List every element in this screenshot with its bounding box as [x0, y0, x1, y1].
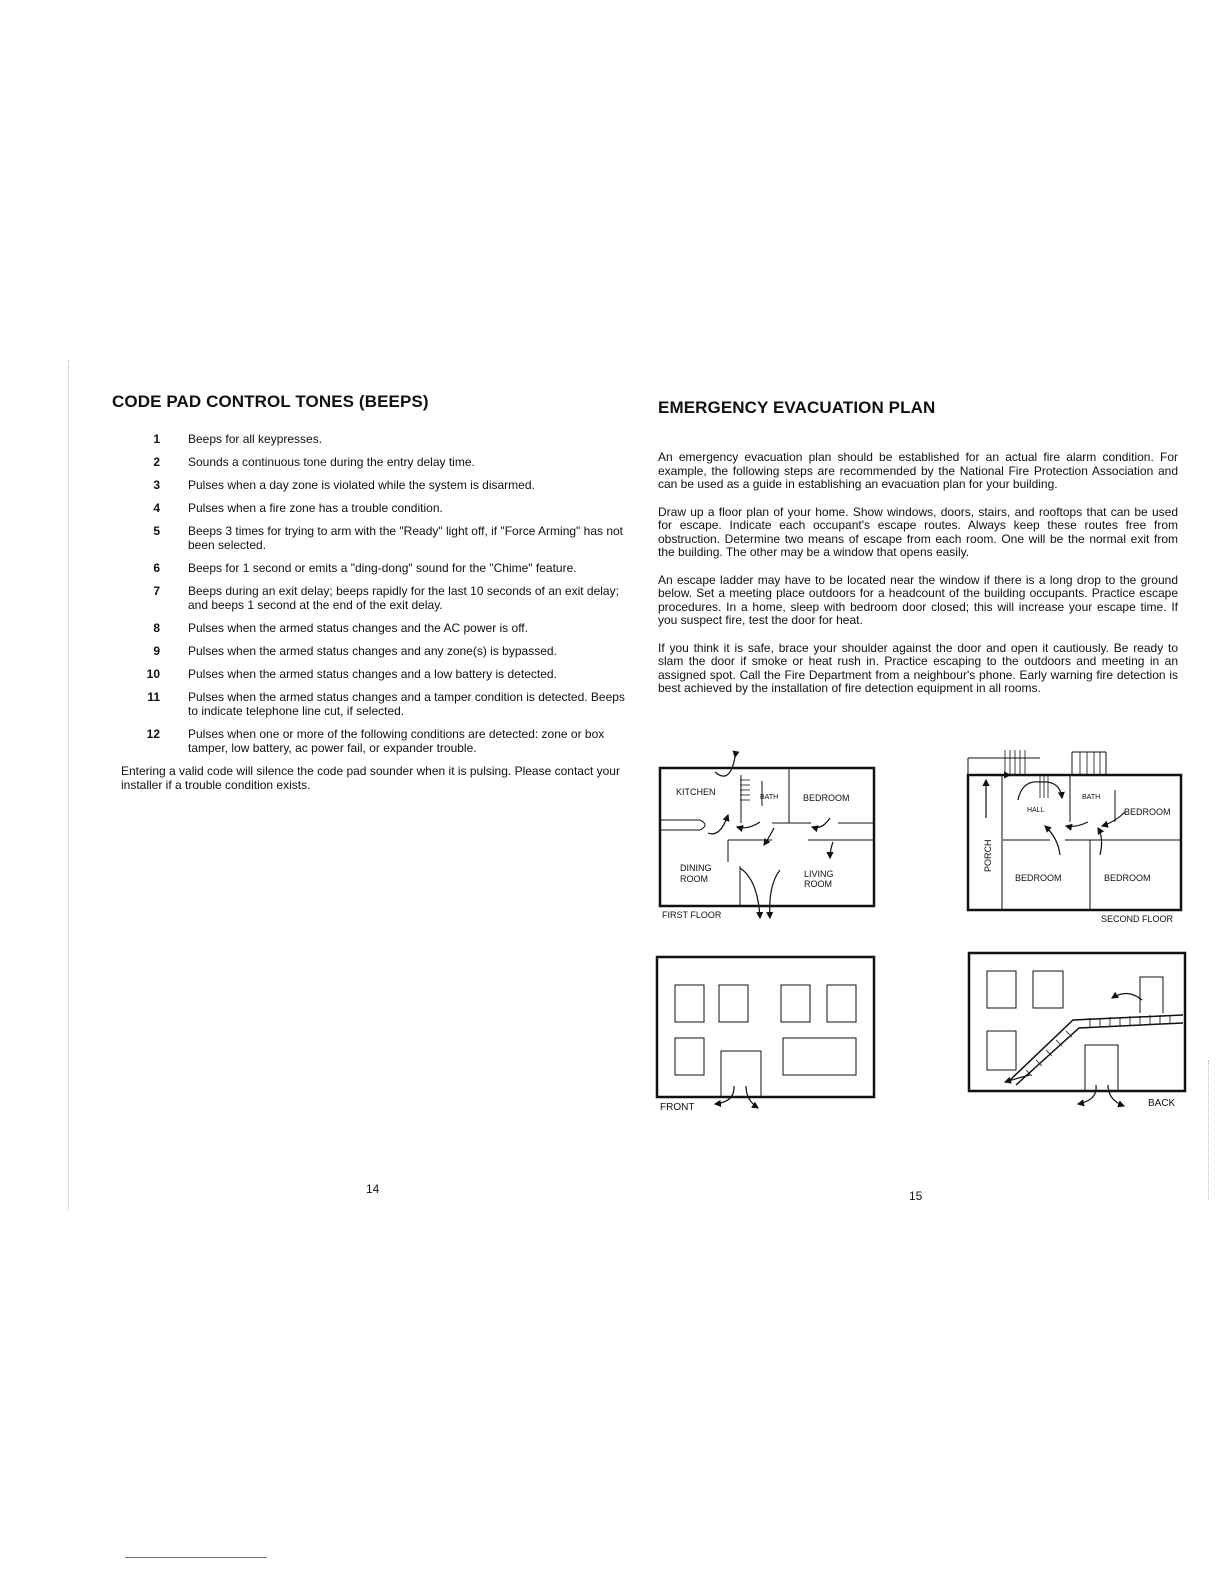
- tone-text: Pulses when a day zone is violated while the system is disarmed.: [188, 478, 535, 492]
- tone-number: 4: [153, 501, 160, 515]
- tone-number: 12: [146, 727, 160, 741]
- paragraph: An emergency evacuation plan should be established for an actual fire alarm condition. For example, the following steps are recommended by the National Fire Protection Association and can be used as a guide in establishing an evacuation plan for your building.: [658, 450, 1178, 491]
- tone-text: Beeps for 1 second or emits a "ding-dong" sound for the "Chime" feature.: [188, 561, 577, 575]
- back-caption: BACK: [1148, 1098, 1176, 1109]
- page-number-right: 15: [909, 1189, 923, 1203]
- tone-number: 5: [153, 524, 160, 538]
- tone-text: Pulses when one or more of the following conditions are detected: zone or box tamper, low battery, ac power fail, or expander trouble.: [188, 727, 605, 755]
- first-floor-plan: [660, 757, 874, 918]
- tone-number: 3: [153, 478, 160, 492]
- tone-number: 8: [153, 621, 160, 635]
- tone-number: 2: [153, 455, 160, 469]
- evacuation-title: EMERGENCY EVACUATION PLAN: [658, 398, 936, 417]
- first-floor-living-label: LIVING: [804, 869, 834, 879]
- tone-number: 9: [153, 644, 160, 658]
- tone-number: 6: [153, 561, 160, 575]
- front-elevation: [657, 957, 874, 1108]
- tone-text: Pulses when the armed status changes and a tamper condition is detected. Beeps to indicate telephone line cut, if selected.: [188, 690, 625, 718]
- tone-text: Beeps 3 times for trying to arm with the "Ready" light off, if "Force Arming" has not been selected.: [188, 524, 624, 552]
- second-floor-plan: [968, 750, 1181, 910]
- tone-text: Pulses when the armed status changes and any zone(s) is bypassed.: [188, 644, 557, 658]
- first-floor-caption: FIRST FLOOR: [662, 910, 722, 920]
- tone-text: Beeps during an exit delay; beeps rapidly for the last 10 seconds of an exit delay; and beeps 1 second at the end of the exit delay.: [188, 584, 619, 612]
- second-floor-bedroom-label: BEDROOM: [1124, 807, 1171, 817]
- tone-number: 7: [153, 584, 160, 598]
- tone-number: 11: [147, 690, 160, 704]
- tones-title: CODE PAD CONTROL TONES (BEEPS): [112, 392, 429, 411]
- trouble-note: Entering a valid code will silence the code pad sounder when it is pulsing. Please contact your installer if a trouble condition exists.: [121, 764, 620, 792]
- tone-text: Pulses when a fire zone has a trouble condition.: [188, 501, 443, 515]
- second-floor-hall-label: HALL: [1027, 807, 1045, 814]
- first-floor-dining-label: DINING: [680, 863, 712, 873]
- tone-number: 1: [153, 432, 160, 446]
- first-floor-bath-label: BATH: [760, 794, 779, 801]
- front-caption: FRONT: [660, 1102, 695, 1113]
- paragraph: Draw up a floor plan of your home. Show windows, doors, stairs, and rooftops that can be used for escape. Indicate each occupant's escape routes. Always keep these routes free from obstruction. Determine two means of escape from each room. One will be the normal exit from the building. The other may be a window that opens easily.: [658, 504, 1178, 559]
- second-floor-porch-label: PORCH: [983, 839, 993, 872]
- tone-number: 10: [146, 667, 160, 681]
- first-floor-dining-label-2: ROOM: [680, 874, 708, 884]
- first-floor-kitchen-label: KITCHEN: [676, 787, 716, 797]
- footer-rule: [125, 1557, 267, 1558]
- second-floor-bath-label: BATH: [1082, 794, 1101, 801]
- back-elevation: [969, 953, 1185, 1106]
- tone-text: Pulses when the armed status changes and a low battery is detected.: [188, 667, 557, 681]
- tone-text: Sounds a continuous tone during the entry delay time.: [188, 455, 475, 469]
- first-floor-living-label-2: ROOM: [804, 879, 832, 889]
- tone-text: Pulses when the armed status changes and the AC power is off.: [188, 621, 528, 635]
- first-floor-bedroom-label: BEDROOM: [803, 793, 850, 803]
- second-floor-bedroom-label-2: BEDROOM: [1015, 873, 1062, 883]
- tone-text: Beeps for all keypresses.: [188, 432, 323, 446]
- second-floor-bedroom-label-3: BEDROOM: [1104, 873, 1151, 883]
- paragraph: If you think it is safe, brace your shoulder against the door and open it cautiously. Be ready to slam the door if smoke or heat rush in. Practice escaping to the outdoors and meeting in an assigned spot. Call the Fire Department from a neighbour's phone. Early warning fire detection is best achieved by the installation of fire detection equipment in all rooms.: [658, 640, 1178, 695]
- second-floor-caption: SECOND FLOOR: [1101, 914, 1174, 924]
- page-number-left: 14: [366, 1182, 380, 1196]
- paragraph: An escape ladder may have to be located near the window if there is a long drop to the ground below. Set a meeting place outdoors for a headcount of the building occupants. Practice escape procedures. In a home, sleep with bedroom door closed; this will increase your escape time. If you suspect fire, test the door for heat.: [658, 572, 1178, 627]
